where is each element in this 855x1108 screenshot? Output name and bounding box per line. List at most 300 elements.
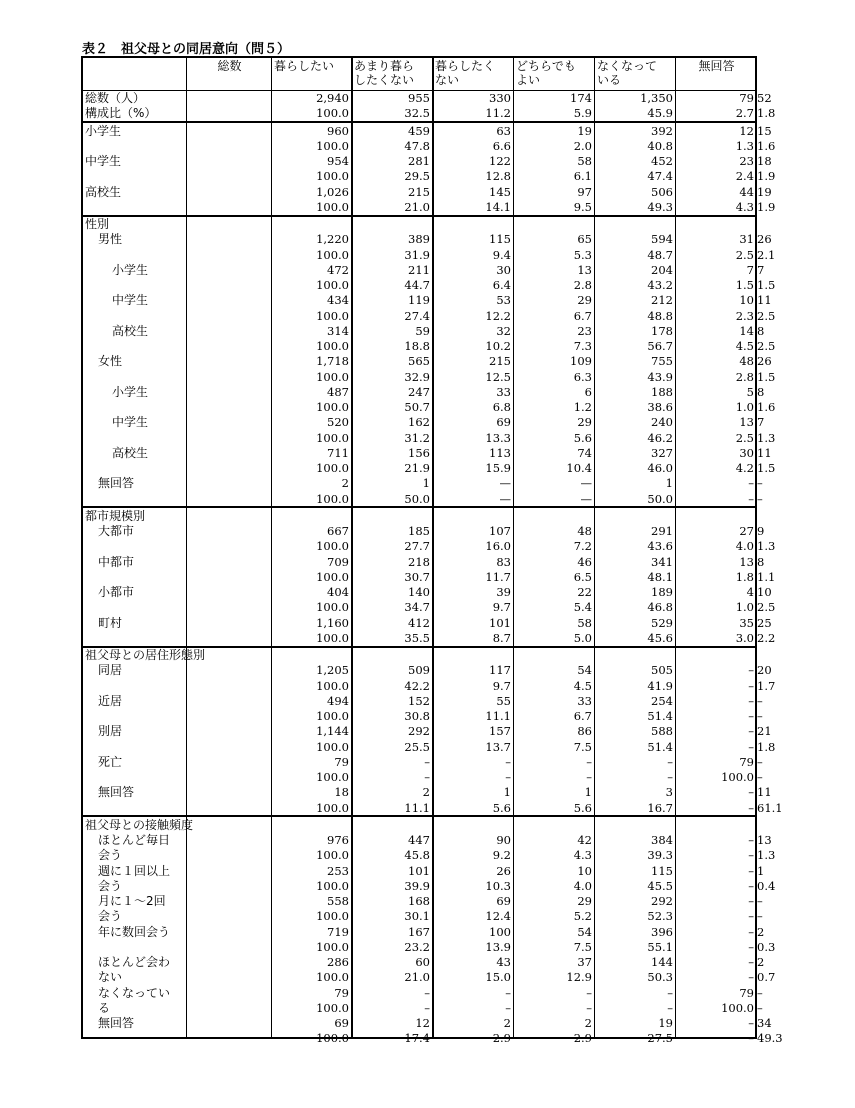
row-label: 死亡 bbox=[98, 754, 123, 769]
table-cell: 21 bbox=[757, 724, 772, 739]
table-cell: – bbox=[757, 770, 763, 784]
table-cell: 15 bbox=[757, 123, 772, 138]
table-cell: 100.0 bbox=[316, 678, 349, 693]
table-cell: – bbox=[748, 924, 754, 939]
table-cell: 100.0 bbox=[316, 138, 349, 153]
table-cell: 5.4 bbox=[573, 600, 592, 615]
table-cell: 34 bbox=[757, 1016, 772, 1030]
table-cell: 211 bbox=[408, 262, 430, 277]
table-cell: 27.4 bbox=[404, 308, 430, 323]
table-cell: 23 bbox=[739, 154, 754, 168]
table-cell: 13 bbox=[577, 262, 592, 277]
table-cell: 168 bbox=[408, 894, 430, 908]
row-label: 会う bbox=[98, 878, 123, 893]
row-label: 小学生 bbox=[112, 384, 149, 399]
table-cell: 48 bbox=[577, 524, 592, 538]
table-cell: 13 bbox=[739, 554, 754, 569]
table-cell: 9.7 bbox=[492, 600, 511, 615]
table-cell: 100.0 bbox=[316, 600, 349, 615]
row-label: ほとんど会わ bbox=[98, 955, 171, 969]
table-cell: 212 bbox=[651, 293, 673, 308]
table-cell: 4.0 bbox=[573, 878, 592, 893]
table-cell: 434 bbox=[327, 293, 349, 308]
table-cell: 1.8 bbox=[757, 106, 776, 121]
table-cell: 33 bbox=[577, 693, 592, 708]
table-cell: 6.7 bbox=[573, 709, 592, 723]
table-cell: 11.7 bbox=[485, 569, 511, 584]
table-cell: 1.0 bbox=[735, 600, 754, 615]
table-cell: 27.7 bbox=[404, 539, 430, 554]
table-cell: 47.4 bbox=[647, 169, 673, 184]
table-cell: — bbox=[580, 491, 592, 506]
table-cell: 58 bbox=[577, 615, 592, 630]
table-cell: – bbox=[424, 985, 430, 1000]
table-cell: 42 bbox=[577, 833, 592, 847]
table-cell: – bbox=[667, 770, 673, 784]
table-cell: 960 bbox=[327, 123, 349, 138]
table-cell: – bbox=[748, 491, 754, 506]
table-cell: 59 bbox=[415, 323, 430, 338]
table-cell: 79 bbox=[334, 754, 349, 769]
data-table bbox=[81, 56, 783, 1046]
table-cell: 100.0 bbox=[721, 770, 754, 784]
table-cell: 6.4 bbox=[492, 278, 511, 292]
table-cell: 49.3 bbox=[757, 1031, 783, 1046]
table-cell: 45.9 bbox=[647, 106, 673, 121]
column-divider bbox=[186, 58, 187, 1037]
table-cell: – bbox=[505, 754, 511, 769]
table-cell: – bbox=[757, 754, 763, 769]
table-title: 表２ 祖父母との同居意向（問５） bbox=[82, 42, 291, 57]
table-cell: 43.2 bbox=[647, 278, 673, 292]
table-cell: 392 bbox=[651, 123, 673, 138]
table-cell: 188 bbox=[651, 384, 673, 399]
table-cell: 35.5 bbox=[404, 630, 430, 645]
row-label: 小学生 bbox=[85, 123, 122, 138]
table-cell: 5.9 bbox=[573, 106, 592, 121]
table-cell: 976 bbox=[327, 833, 349, 847]
table-cell: – bbox=[748, 476, 754, 491]
table-cell: 341 bbox=[651, 554, 673, 569]
table-cell: 2.9 bbox=[492, 1031, 511, 1046]
table-cell: 9 bbox=[757, 524, 765, 538]
table-cell: 1,718 bbox=[316, 354, 349, 369]
table-cell: 6.5 bbox=[573, 569, 592, 584]
table-cell: 39.3 bbox=[647, 848, 673, 863]
table-cell: – bbox=[748, 724, 754, 739]
table-cell: 100.0 bbox=[316, 247, 349, 262]
table-cell: – bbox=[586, 985, 592, 1000]
table-cell: 100.0 bbox=[316, 709, 349, 723]
row-label: 会う bbox=[98, 909, 123, 924]
table-cell: 58 bbox=[577, 154, 592, 168]
table-cell: 26 bbox=[496, 863, 511, 878]
table-cell: 29 bbox=[577, 293, 592, 308]
table-cell: 100.0 bbox=[316, 491, 349, 506]
row-label: 高校生 bbox=[112, 323, 149, 338]
table-cell: 7.5 bbox=[573, 739, 592, 754]
table-cell: 97 bbox=[577, 184, 592, 199]
table-cell: 6.6 bbox=[492, 138, 511, 153]
row-label: ほとんど毎日 bbox=[98, 833, 171, 847]
table-cell: 7.2 bbox=[573, 539, 592, 554]
table-cell: 19 bbox=[658, 1016, 673, 1030]
table-cell: 55.1 bbox=[647, 939, 673, 954]
table-cell: – bbox=[748, 709, 754, 723]
table-cell: 17.4 bbox=[404, 1031, 430, 1046]
table-cell: 100.0 bbox=[316, 939, 349, 954]
table-cell: 79 bbox=[739, 91, 754, 105]
row-label: 小学生 bbox=[112, 262, 149, 277]
table-cell: 0.4 bbox=[757, 878, 776, 893]
table-cell: 23.2 bbox=[404, 939, 430, 954]
table-cell: 18.8 bbox=[404, 339, 430, 353]
table-cell: – bbox=[748, 693, 754, 708]
table-cell: 100.0 bbox=[316, 339, 349, 353]
table-cell: – bbox=[748, 739, 754, 754]
table-cell: 31.2 bbox=[404, 430, 430, 445]
table-cell: 12.4 bbox=[485, 909, 511, 924]
table-cell: 41.9 bbox=[647, 678, 673, 693]
table-cell: 52 bbox=[757, 91, 772, 105]
table-cell: 13.9 bbox=[485, 939, 511, 954]
table-cell: 5.6 bbox=[573, 430, 592, 445]
table-cell: 1.6 bbox=[757, 400, 776, 414]
table-cell: 42.2 bbox=[404, 678, 430, 693]
row-label: 会う bbox=[98, 848, 123, 863]
table-cell: 12.2 bbox=[485, 308, 511, 323]
table-cell: 1 bbox=[503, 785, 511, 800]
table-cell: – bbox=[748, 1016, 754, 1030]
table-cell: 45.5 bbox=[647, 878, 673, 893]
table-cell: 100.0 bbox=[316, 569, 349, 584]
table-cell: 145 bbox=[489, 184, 511, 199]
table-cell: 100.0 bbox=[316, 278, 349, 292]
table-cell: 100.0 bbox=[316, 369, 349, 384]
table-cell: 281 bbox=[408, 154, 430, 168]
table-cell: 29.5 bbox=[404, 169, 430, 184]
table-cell: 117 bbox=[489, 663, 511, 678]
table-cell: 1.7 bbox=[757, 678, 776, 693]
table-cell: 11.1 bbox=[404, 800, 430, 815]
table-cell: 2.0 bbox=[573, 138, 592, 153]
table-cell: 2 bbox=[503, 1016, 511, 1030]
table-cell: 7 bbox=[757, 415, 765, 430]
table-cell: 4.0 bbox=[735, 539, 754, 554]
table-cell: 46.0 bbox=[647, 461, 673, 475]
row-label: ない bbox=[98, 970, 123, 985]
table-cell: 83 bbox=[496, 554, 511, 569]
table-cell: 2.1 bbox=[757, 247, 776, 262]
row-label: 女性 bbox=[98, 354, 123, 369]
table-cell: 1.8 bbox=[757, 739, 776, 754]
table-cell: 218 bbox=[408, 554, 430, 569]
table-cell: 5.6 bbox=[492, 800, 511, 815]
table-cell: 52.3 bbox=[647, 909, 673, 924]
table-cell: 22 bbox=[577, 585, 592, 599]
table-cell: – bbox=[748, 894, 754, 908]
table-cell: 47.8 bbox=[404, 138, 430, 153]
table-cell: 2 bbox=[422, 785, 430, 800]
row-label: 中学生 bbox=[85, 154, 122, 168]
table-cell: 100.0 bbox=[316, 630, 349, 645]
table-cell: 1,026 bbox=[316, 184, 349, 199]
column-header: 暮らしたく ない bbox=[435, 59, 496, 87]
table-cell: 1,220 bbox=[316, 232, 349, 247]
table-cell: 185 bbox=[408, 524, 430, 538]
column-header: なくなって いる bbox=[597, 59, 658, 87]
table-cell: 14 bbox=[739, 323, 754, 338]
table-cell: 8.7 bbox=[492, 630, 511, 645]
table-cell: – bbox=[757, 985, 763, 1000]
table-cell: 55 bbox=[496, 693, 511, 708]
row-label: 都市規模別 bbox=[85, 508, 146, 523]
table-cell: 60 bbox=[415, 955, 430, 969]
table-cell: 10 bbox=[739, 293, 754, 308]
table-cell: 79 bbox=[739, 754, 754, 769]
table-cell: 23 bbox=[577, 323, 592, 338]
table-cell: 26 bbox=[757, 354, 772, 369]
table-cell: 100.0 bbox=[316, 106, 349, 121]
table-cell: – bbox=[667, 754, 673, 769]
table-cell: 4.2 bbox=[735, 461, 754, 475]
row-label: 無回答 bbox=[98, 476, 135, 491]
row-label: 無回答 bbox=[98, 785, 135, 800]
table-cell: 144 bbox=[651, 955, 673, 969]
table-cell: – bbox=[757, 894, 763, 908]
table-cell: 9.5 bbox=[573, 199, 592, 214]
table-cell: — bbox=[499, 476, 511, 491]
table-cell: 452 bbox=[651, 154, 673, 168]
table-cell: 6.3 bbox=[573, 369, 592, 384]
table-cell: 1.3 bbox=[757, 430, 776, 445]
table-cell: 100.0 bbox=[316, 400, 349, 414]
table-cell: – bbox=[667, 1000, 673, 1015]
table-cell: 4.5 bbox=[735, 339, 754, 353]
table-cell: 327 bbox=[651, 445, 673, 460]
column-header: どちらでも よい bbox=[516, 59, 576, 87]
table-cell: – bbox=[748, 878, 754, 893]
table-cell: 50.0 bbox=[647, 491, 673, 506]
table-cell: 90 bbox=[496, 833, 511, 847]
table-cell: – bbox=[757, 491, 763, 506]
table-cell: 50.0 bbox=[404, 491, 430, 506]
table-cell: 51.4 bbox=[647, 709, 673, 723]
table-cell: 13.3 bbox=[485, 430, 511, 445]
table-cell: 53 bbox=[496, 293, 511, 308]
table-cell: 69 bbox=[334, 1016, 349, 1030]
table-cell: 16.0 bbox=[485, 539, 511, 554]
table-cell: 101 bbox=[408, 863, 430, 878]
row-label: 小都市 bbox=[98, 585, 135, 599]
table-cell: 30.8 bbox=[404, 709, 430, 723]
table-cell: 6.8 bbox=[492, 400, 511, 414]
table-cell: 0.7 bbox=[757, 970, 776, 985]
table-cell: – bbox=[424, 1000, 430, 1015]
table-cell: 529 bbox=[651, 615, 673, 630]
table-cell: 21.0 bbox=[404, 970, 430, 985]
table-cell: 1.3 bbox=[757, 848, 776, 863]
table-cell: 35 bbox=[739, 615, 754, 630]
table-cell: 37 bbox=[577, 955, 592, 969]
table-cell: 15.0 bbox=[485, 970, 511, 985]
table-cell: 48.7 bbox=[647, 247, 673, 262]
table-cell: 404 bbox=[327, 585, 349, 599]
table-cell: 6.1 bbox=[573, 169, 592, 184]
table-cell: 3.0 bbox=[735, 630, 754, 645]
table-cell: 330 bbox=[489, 91, 511, 105]
table-cell: 254 bbox=[651, 693, 673, 708]
table-cell: 63 bbox=[496, 123, 511, 138]
table-cell: 711 bbox=[327, 445, 349, 460]
row-label: 中都市 bbox=[98, 554, 135, 569]
row-label: 高校生 bbox=[85, 184, 122, 199]
table-cell: 11 bbox=[757, 293, 772, 308]
column-header: 暮らしたい bbox=[274, 59, 335, 73]
table-cell: 558 bbox=[327, 894, 349, 908]
table-cell: – bbox=[748, 909, 754, 924]
table-cell: 50.7 bbox=[404, 400, 430, 414]
table-cell: 25 bbox=[757, 615, 772, 630]
table-cell: 18 bbox=[757, 154, 772, 168]
table-cell: — bbox=[580, 476, 592, 491]
table-cell: 11.1 bbox=[485, 709, 511, 723]
table-cell: – bbox=[586, 770, 592, 784]
row-label: 中学生 bbox=[112, 415, 149, 430]
table-cell: 11 bbox=[757, 445, 772, 460]
table-cell: 14.1 bbox=[485, 199, 511, 214]
table-cell: 2.8 bbox=[735, 369, 754, 384]
row-label: 別居 bbox=[98, 724, 123, 739]
table-cell: – bbox=[748, 785, 754, 800]
table-cell: 10 bbox=[577, 863, 592, 878]
table-cell: 11 bbox=[757, 785, 772, 800]
table-cell: 29 bbox=[577, 415, 592, 430]
table-cell: 15.9 bbox=[485, 461, 511, 475]
table-cell: 247 bbox=[408, 384, 430, 399]
table-cell: 30 bbox=[496, 262, 511, 277]
table-cell: 3 bbox=[665, 785, 673, 800]
table-cell: 56.7 bbox=[647, 339, 673, 353]
table-cell: 43.6 bbox=[647, 539, 673, 554]
table-cell: 32 bbox=[496, 323, 511, 338]
row-label: 男性 bbox=[98, 232, 123, 247]
table-cell: — bbox=[499, 491, 511, 506]
table-cell: 2.5 bbox=[735, 247, 754, 262]
table-cell: 27.5 bbox=[647, 1031, 673, 1046]
table-cell: 1.5 bbox=[735, 278, 754, 292]
table-cell: 2.2 bbox=[757, 630, 776, 645]
table-cell: 115 bbox=[651, 863, 673, 878]
table-cell: 43.9 bbox=[647, 369, 673, 384]
table-cell: 33 bbox=[496, 384, 511, 399]
table-cell: 79 bbox=[739, 985, 754, 1000]
table-cell: 39 bbox=[496, 585, 511, 599]
row-label: 性別 bbox=[85, 217, 110, 231]
table-cell: 167 bbox=[408, 924, 430, 939]
table-cell: 5.2 bbox=[573, 909, 592, 924]
table-cell: 119 bbox=[408, 293, 430, 308]
table-cell: 494 bbox=[327, 693, 349, 708]
row-label: 総数（人） bbox=[85, 91, 146, 105]
row-label: 近居 bbox=[98, 693, 123, 708]
table-cell: 2 bbox=[757, 924, 765, 939]
table-cell: 27 bbox=[739, 524, 754, 538]
table-cell: 19 bbox=[577, 123, 592, 138]
table-cell: – bbox=[424, 770, 430, 784]
table-cell: 13 bbox=[757, 833, 772, 847]
table-cell: 2 bbox=[584, 1016, 592, 1030]
column-header: 無回答 bbox=[698, 59, 735, 73]
column-header: 総数 bbox=[217, 59, 242, 73]
table-cell: – bbox=[757, 909, 763, 924]
table-cell: 487 bbox=[327, 384, 349, 399]
table-cell: 157 bbox=[489, 724, 511, 739]
row-label: 同居 bbox=[98, 663, 123, 678]
table-cell: 122 bbox=[489, 154, 511, 168]
row-label: 無回答 bbox=[98, 1016, 135, 1030]
table-cell: 9.2 bbox=[492, 848, 511, 863]
table-cell: 100.0 bbox=[316, 770, 349, 784]
table-cell: 32.9 bbox=[404, 369, 430, 384]
table-cell: 45.6 bbox=[647, 630, 673, 645]
section-divider bbox=[83, 506, 755, 508]
table-cell: 9.4 bbox=[492, 247, 511, 262]
table-cell: 7 bbox=[757, 262, 765, 277]
table-cell: 1,160 bbox=[316, 615, 349, 630]
table-cell: 100.0 bbox=[316, 848, 349, 863]
table-cell: – bbox=[748, 1031, 754, 1046]
table-cell: 109 bbox=[570, 354, 592, 369]
table-cell: 1.3 bbox=[757, 539, 776, 554]
table-cell: 100.0 bbox=[316, 199, 349, 214]
table-cell: 565 bbox=[408, 354, 430, 369]
table-cell: 594 bbox=[651, 232, 673, 247]
table-cell: 1 bbox=[757, 863, 765, 878]
table-cell: 100.0 bbox=[316, 970, 349, 985]
row-label: 町村 bbox=[98, 615, 123, 630]
table-cell: 29 bbox=[577, 894, 592, 908]
table-cell: 314 bbox=[327, 323, 349, 338]
table-cell: 74 bbox=[577, 445, 592, 460]
table-cell: 1,205 bbox=[316, 663, 349, 678]
table-cell: 140 bbox=[408, 585, 430, 599]
table-cell: 412 bbox=[408, 615, 430, 630]
table-cell: 156 bbox=[408, 445, 430, 460]
row-label: 年に数回会う bbox=[98, 924, 171, 939]
table-cell: 34.7 bbox=[404, 600, 430, 615]
table-cell: 107 bbox=[489, 524, 511, 538]
table-cell: 26 bbox=[757, 232, 772, 247]
table-cell: 115 bbox=[489, 232, 511, 247]
table-cell: 509 bbox=[408, 663, 430, 678]
table-cell: 4.3 bbox=[573, 848, 592, 863]
table-cell: 19 bbox=[757, 184, 772, 199]
table-cell: – bbox=[748, 955, 754, 969]
table-cell: 7.5 bbox=[573, 939, 592, 954]
table-cell: 10.4 bbox=[566, 461, 592, 475]
table-cell: 292 bbox=[408, 724, 430, 739]
table-cell: 215 bbox=[489, 354, 511, 369]
table-cell: 100.0 bbox=[316, 739, 349, 754]
table-cell: 69 bbox=[496, 894, 511, 908]
table-cell: 2.5 bbox=[757, 308, 776, 323]
table-cell: 5.6 bbox=[573, 800, 592, 815]
table-cell: 2.7 bbox=[735, 106, 754, 121]
table-cell: 100.0 bbox=[316, 1000, 349, 1015]
table-cell: 4 bbox=[746, 585, 754, 599]
table-cell: 10 bbox=[757, 585, 772, 599]
